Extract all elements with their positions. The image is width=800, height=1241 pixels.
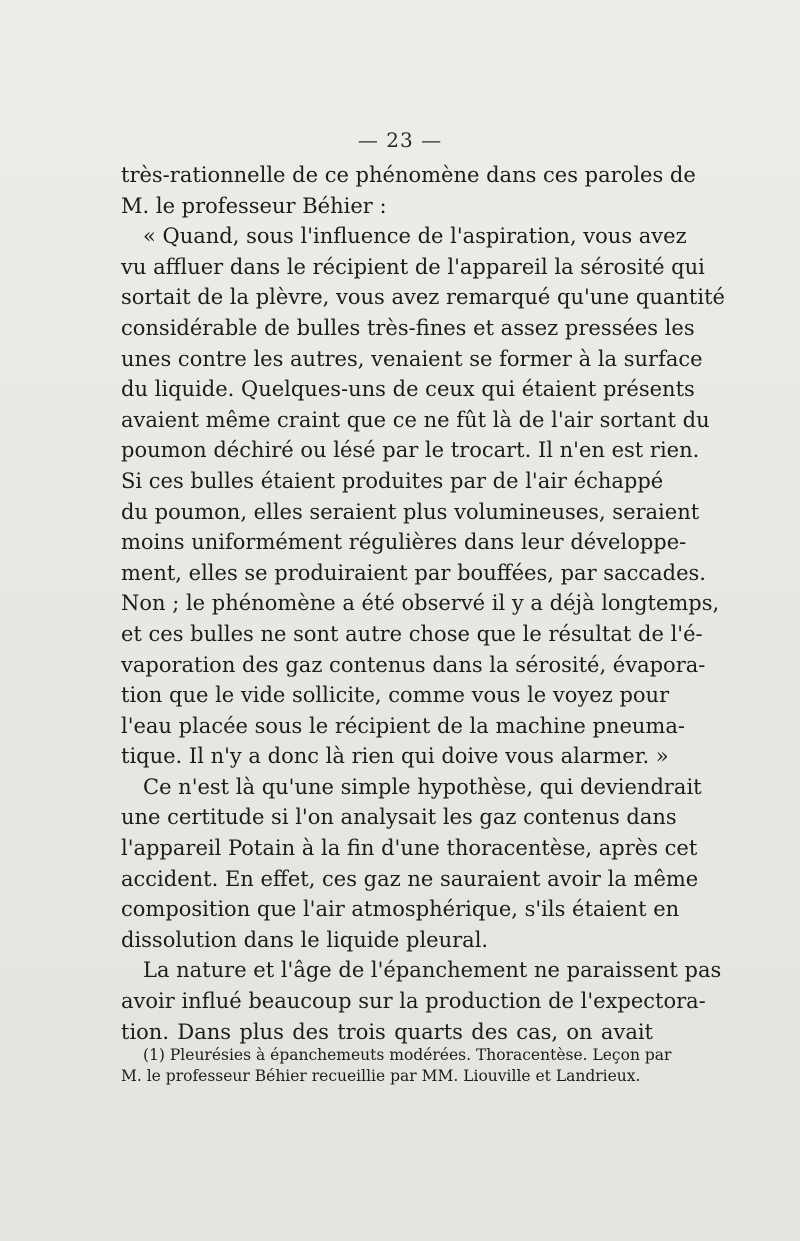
- text-line: très-rationnelle de ce phénomène dans ces paroles de: [121, 163, 696, 187]
- text-line: considérable de bulles très-fines et assez pressées les: [121, 315, 695, 340]
- text-line: vu affluer dans le récipient de l'appareil la sérosité qui: [121, 254, 705, 279]
- footnote-line: M. le professeur Béhier recueillie par MM. Liouville et Landrieux.: [121, 1067, 641, 1085]
- text-line: moins uniformément régulières dans leur développe-: [121, 530, 687, 555]
- text-line: une certitude si l'on analysait les gaz contenus dans: [121, 805, 677, 830]
- text-line: vaporation des gaz contenus dans la sérosité, évapora-: [121, 652, 706, 677]
- text-line: Non ; le phénomène a été observé il y a déjà longtemps,: [121, 591, 720, 616]
- text-line: unes contre les autres, venaient se former à la surface: [121, 346, 703, 371]
- text-line: tion. Dans plus des trois quarts des cas, on avait: [121, 1019, 653, 1044]
- text-line: du poumon, elles seraient plus volumineuses, seraient: [121, 499, 700, 524]
- text-line: Ce n'est là qu'une simple hypothèse, qui deviendrait: [143, 774, 702, 799]
- footnote-line: (1) Pleurésies à épanchemeuts modérées. Thoracentèse. Leçon par: [143, 1046, 672, 1064]
- text-line: accident. En effet, ces gaz ne sauraient avoir la même: [121, 866, 699, 891]
- text-line: l'eau placée sous le récipient de la machine pneuma-: [121, 713, 685, 738]
- text-line: avoir influé beaucoup sur la production de l'expectora-: [121, 989, 706, 1014]
- text-line: La nature et l'âge de l'épanchement ne paraissent pas: [143, 958, 722, 983]
- body-text: [121, 160, 725, 1047]
- text-line: M. le professeur Béhier :: [121, 193, 387, 218]
- text-line: avaient même craint que ce ne fût là de l'air sortant du: [121, 407, 710, 432]
- text-line: composition que l'air atmosphérique, s'ils étaient en: [121, 897, 680, 922]
- text-line: sortait de la plèvre, vous avez remarqué qu'une quantité: [121, 285, 725, 310]
- text-line: Si ces bulles étaient produites par de l'air échappé: [121, 468, 664, 493]
- text-line: l'appareil Potain à la fin d'une thoracentèse, après cet: [121, 836, 698, 861]
- text-line: et ces bulles ne sont autre chose que le résultat de l'é-: [121, 621, 703, 646]
- text-line: ment, elles se produiraient par bouffées, par saccades.: [121, 560, 706, 585]
- text-line: du liquide. Quelques-uns de ceux qui étaient présents: [121, 377, 695, 402]
- text-line: tion que le vide sollicite, comme vous le voyez pour: [121, 683, 670, 708]
- text-line: « Quand, sous l'influence de l'aspiration, vous avez: [143, 224, 687, 249]
- page-number: — 23 —: [357, 128, 443, 152]
- text-line: tique. Il n'y a donc là rien qui doive vous alarmer. »: [121, 744, 669, 769]
- text-line: dissolution dans le liquide pleural.: [121, 927, 489, 952]
- footnote: [121, 1045, 672, 1087]
- text-line: poumon déchiré ou lésé par le trocart. Il n'en est rien.: [121, 438, 700, 463]
